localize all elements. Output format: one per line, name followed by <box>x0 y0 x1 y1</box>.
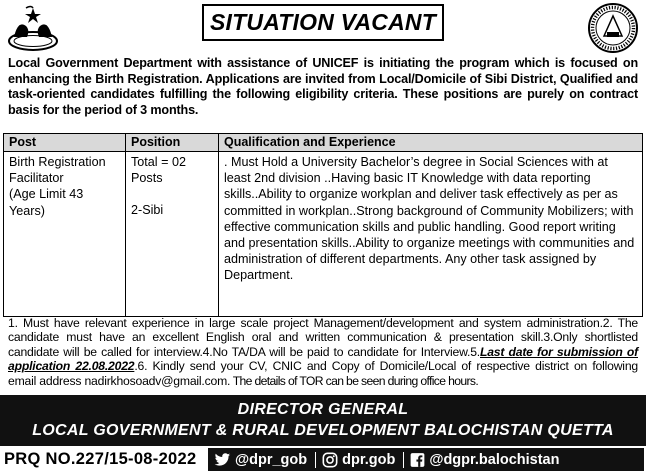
position-cell <box>126 152 219 317</box>
column-header-qualification: Qualification and Experience <box>219 134 643 152</box>
column-header-position: Position <box>126 134 219 152</box>
qualification-cell: . Must Hold a University Bachelor’s degree in Social Sciences with at least 2nd division ..Having basic IT Knowledge with data reporting skills..Ability to organize workplan and deliver task effectively as per as committed in workplan..Strong background of Community Mobilizers; with effective communication skills and public handling. Good report writing and presentation skills..Ability to organize meetings with communities and administration of different departments. Any other task assigned by Department. <box>219 152 643 317</box>
table-row <box>4 152 643 317</box>
last-date-text: Last date for submission of application 22.08.2022 <box>8 344 638 374</box>
notes-text: The details of TOR can be seen during office hours. <box>230 373 479 388</box>
post-cell <box>4 152 126 317</box>
department-name: LOCAL GOVERNMENT & RURAL DEVELOPMENT BALOCHISTAN QUETTA <box>32 422 614 439</box>
vacancy-table <box>3 133 643 317</box>
intro-paragraph: Local Government Department with assistance of UNICEF is initiating the program which is focused on enhancing the Birth Registration. Applications are invited from Local/Domicile of Sibi District, Qualified and task-oriented candidates fulfilling the following eligibility criteria. These positions are purely on contract basis for the period of 3 months. <box>8 56 638 117</box>
divider <box>315 452 316 468</box>
notes-text: .6. Kindly send your CV, CNIC and Copy of Domicile/Local of respective district on following email address nadirkhosoadv@gmail.com. <box>8 359 638 388</box>
balochistan-emblem-icon <box>6 4 60 52</box>
notes-text: 1. Must have relevant experience in large scale project Management/development and system administration.2. The candidate must have an excellent English oral and written communication & presentation skill.3.Only shortlisted candidate will be called for interview.4.No TA/DA will be paid to candidate for Interview.5. <box>8 316 638 359</box>
facebook-icon <box>410 452 425 468</box>
prq-number: PRQ NO.227/15-08-2022 <box>4 450 197 468</box>
facebook-handle: @dgpr.balochistan <box>410 452 559 468</box>
footer <box>0 446 646 473</box>
page-title: SITUATION VACANT <box>202 4 444 41</box>
social-bar <box>208 448 644 471</box>
post-line: (Age Limit 43 Years) <box>9 187 84 218</box>
twitter-icon <box>214 453 231 467</box>
position-line: Total = 02 <box>131 155 186 169</box>
position-line: 2-Sibi <box>131 203 164 218</box>
position-line: Posts <box>131 171 163 186</box>
divider <box>403 452 404 468</box>
notes-paragraph <box>8 316 638 388</box>
post-line: Facilitator <box>9 171 64 186</box>
header <box>0 0 646 54</box>
instagram-handle: dpr.gob <box>322 452 395 468</box>
instagram-icon <box>322 452 338 468</box>
director-banner <box>0 395 646 446</box>
column-header-post: Post <box>4 134 126 152</box>
twitter-handle: @dpr_gob <box>214 452 307 468</box>
post-line: Birth Registration <box>9 155 106 169</box>
government-seal-icon <box>585 2 641 54</box>
director-title: DIRECTOR GENERAL <box>237 401 409 418</box>
table-header-row <box>4 134 643 152</box>
